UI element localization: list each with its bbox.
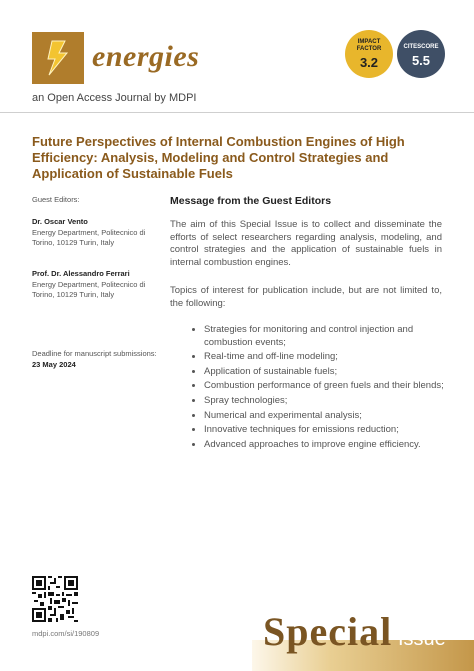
message-paragraph: Topics of interest for publication include, but are not limited to, the following: (170, 285, 442, 309)
citescore-badge (397, 30, 445, 78)
editor-affiliation: Energy Department, Politecnico di Torino, 10129 Turin, Italy (32, 227, 146, 247)
citescore-label: CITESCORE (403, 44, 439, 50)
qr-code-icon[interactable] (32, 576, 78, 622)
topic-item: • Spray technologies; (204, 395, 460, 408)
guest-editors-label: Guest Editors: (32, 195, 80, 204)
editor-name: Prof. Dr. Alessandro Ferrari (32, 269, 130, 278)
issue-wordmark: Issue (398, 628, 446, 650)
topic-item: • Innovative techniques for emissions reduction; (204, 424, 460, 437)
topics-list (188, 324, 460, 453)
topic-item: • Strategies for monitoring and control injection and combustion events; (204, 324, 460, 349)
topic-item: • Application of sustainable fuels; (204, 366, 460, 379)
citescore-value: 5.5 (411, 53, 431, 68)
special-wordmark: Special (263, 609, 393, 654)
impact-factor-label-1: IMPACT (357, 39, 381, 45)
editor-block (32, 217, 157, 249)
impact-factor-label-2: FACTOR (356, 46, 382, 52)
editor-affiliation: Energy Department, Politecnico di Torino, 10129 Turin, Italy (32, 279, 146, 299)
impact-factor-badge (345, 30, 393, 78)
journal-logo (32, 32, 84, 84)
deadline-label: Deadline for manuscript submissions: (32, 349, 157, 358)
impact-factor-value: 3.2 (359, 55, 379, 70)
topic-item: • Combustion performance of green fuels and their blends; (204, 380, 460, 393)
topic-item: • Advanced approaches to improve engine efficiency. (204, 439, 460, 452)
topic-item: • Numerical and experimental analysis; (204, 410, 460, 423)
message-heading: Message from the Guest Editors (170, 195, 332, 207)
header-divider (0, 112, 474, 113)
topic-item: • Real-time and off-line modeling; (204, 351, 460, 364)
lightning-icon (32, 32, 84, 84)
deadline-block (32, 349, 157, 370)
special-issue-title: Future Perspectives of Internal Combustion Engines of High Efficiency: Analysis, Modeling and Control Strategies and Application of Sustainable Fuels (32, 134, 405, 181)
message-paragraph: The aim of this Special Issue is to collect and disseminate the efforts of select researchers regarding analysis, modeling, and control strategies and the application of sustainable fuels in internal combustion engines. (170, 219, 442, 268)
editor-name: Dr. Oscar Vento (32, 217, 88, 226)
journal-name: energies (92, 40, 200, 73)
editor-block (32, 269, 157, 301)
journal-subtitle: an Open Access Journal by MDPI (32, 92, 197, 104)
deadline-date: 23 May 2024 (32, 359, 76, 369)
issue-url-link[interactable]: mdpi.com/si/190809 (32, 629, 100, 638)
